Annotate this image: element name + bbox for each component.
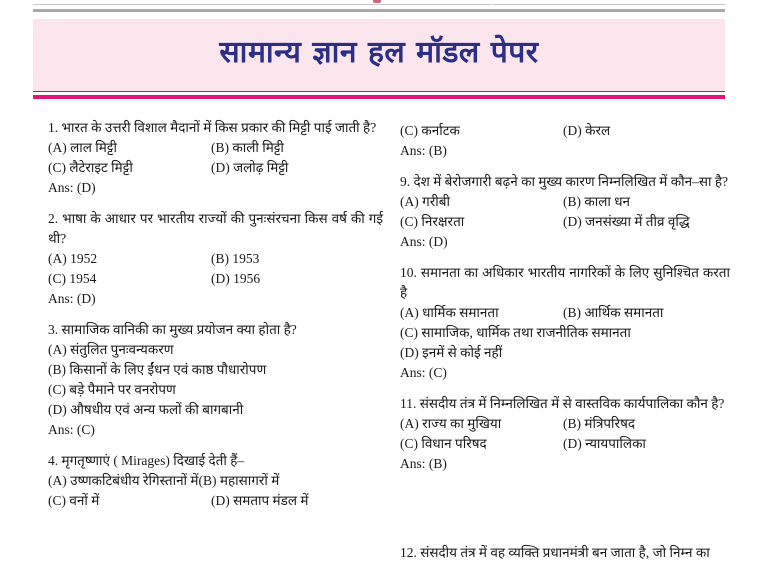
question-text: 3. सामाजिक वानिकी का मुख्य प्रयोजन क्या होता है? [48, 322, 297, 337]
answer: Ans: (B) [400, 456, 447, 471]
top-thin-rule-right [492, 4, 725, 5]
option-b: (B) काला धन [563, 194, 631, 209]
question-9 [400, 172, 730, 252]
option-a: (A) 1952 [48, 251, 98, 266]
title-underline-thick [33, 95, 725, 99]
answer: Ans: (C) [48, 422, 95, 437]
option-row [48, 491, 383, 511]
option-b: (B) महासागरों में [198, 473, 280, 488]
option-row [48, 249, 383, 269]
answer: Ans: (B) [400, 143, 447, 158]
option-a: (A) लाल मिट्टी [48, 140, 117, 155]
option-row [400, 121, 730, 141]
option-row [48, 269, 383, 289]
option-d: (D) इनमें से कोई नहीं [400, 345, 503, 360]
option-c: (C) 1954 [48, 271, 97, 286]
option-row [48, 158, 383, 178]
option-b: (B) 1953 [211, 251, 260, 266]
option-b: (B) मंत्रिपरिषद [563, 416, 636, 431]
option-row [400, 303, 730, 323]
option-c: (C) वनों में [48, 493, 100, 508]
question-11 [400, 394, 730, 474]
question-12-cutoff: 12. संसदीय तंत्र में वह व्यक्ति प्रधानमंत्री बन जाता है, जो निम्न का [400, 545, 710, 560]
option-row [48, 471, 383, 491]
question-3 [48, 320, 383, 440]
option-row [400, 212, 730, 232]
page-header-mark [373, 0, 381, 3]
question-10 [400, 263, 730, 383]
option-b: (B) आर्थिक समानता [563, 305, 664, 320]
option-d: (D) औषधीय एवं अन्य फलों की बागबानी [48, 402, 244, 417]
option-c: (C) निरक्षरता [400, 214, 465, 229]
option-d: (D) समताप मंडल में [211, 493, 309, 508]
option-c: (C) कर्नाटक [400, 123, 460, 138]
option-a: (A) धार्मिक समानता [400, 305, 499, 320]
answer: Ans: (C) [400, 365, 447, 380]
option-b: (B) काली मिट्टी [211, 140, 284, 155]
option-d: (D) न्यायपालिका [563, 436, 646, 451]
option-a: (A) गरीबी [400, 194, 450, 209]
answer: Ans: (D) [400, 234, 448, 249]
option-c: (C) विधान परिषद [400, 436, 487, 451]
top-thin-rule-left [33, 4, 491, 5]
option-row [48, 138, 383, 158]
option-c: (C) लैटेराइट मिट्टी [48, 160, 133, 175]
option-a: (A) राज्य का मुखिया [400, 416, 502, 431]
option-d: (D) जनसंख्या में तीव्र वृद्धि [563, 214, 690, 229]
option-c: (C) बड़े पैमाने पर वनरोपण [48, 382, 176, 397]
question-text: 10. समानता का अधिकार भारतीय नागरिकों के लिए सुनिश्चित करता है [400, 265, 730, 300]
option-row [400, 192, 730, 212]
question-text: 1. भारत के उत्तरी विशाल मैदानों में किस प्रकार की मिट्टी पाई जाती है? [48, 120, 377, 135]
title-underline-thin [33, 91, 725, 92]
question-text: 2. भाषा के आधार पर भारतीय राज्यों की पुनःसंरचना किस वर्ष की गई थी? [48, 211, 383, 246]
page-title: सामान्य ज्ञान हल मॉडल पेपर [219, 35, 539, 70]
answer: Ans: (D) [48, 180, 96, 195]
option-c: (C) सामाजिक, धार्मिक तथा राजनीतिक समानता [400, 325, 631, 340]
question-text: 11. संसदीय तंत्र में निम्नलिखित में से वास्तविक कार्यपालिका कौन है? [400, 396, 725, 411]
question-4 [48, 451, 383, 511]
option-d: (D) जलोढ़ मिट्टी [211, 160, 289, 175]
left-column [48, 118, 383, 522]
right-column [400, 121, 730, 485]
option-a: (A) संतुलित पुनःवन्यकरण [48, 342, 174, 357]
answer: Ans: (D) [48, 291, 96, 306]
question-2 [48, 209, 383, 309]
question-text: 4. मृगतृष्णाएं ( Mirages) दिखाई देती हैं– [48, 453, 245, 468]
option-a: (A) उष्णकटिबंधीय रेगिस्तानों में [48, 473, 199, 488]
option-d: (D) 1956 [211, 271, 261, 286]
question-8-continued [400, 121, 730, 161]
top-gray-rule [33, 9, 725, 12]
option-d: (D) केरल [563, 123, 611, 138]
question-1 [48, 118, 383, 198]
option-b: (B) किसानों के लिए ईंधन एवं काष्ठ पौधारोपण [48, 362, 267, 377]
option-row [400, 414, 730, 434]
option-row [400, 434, 730, 454]
question-text: 9. देश में बेरोजगारी बढ़ने का मुख्य कारण निम्नलिखित में कौन–सा है? [400, 174, 729, 189]
